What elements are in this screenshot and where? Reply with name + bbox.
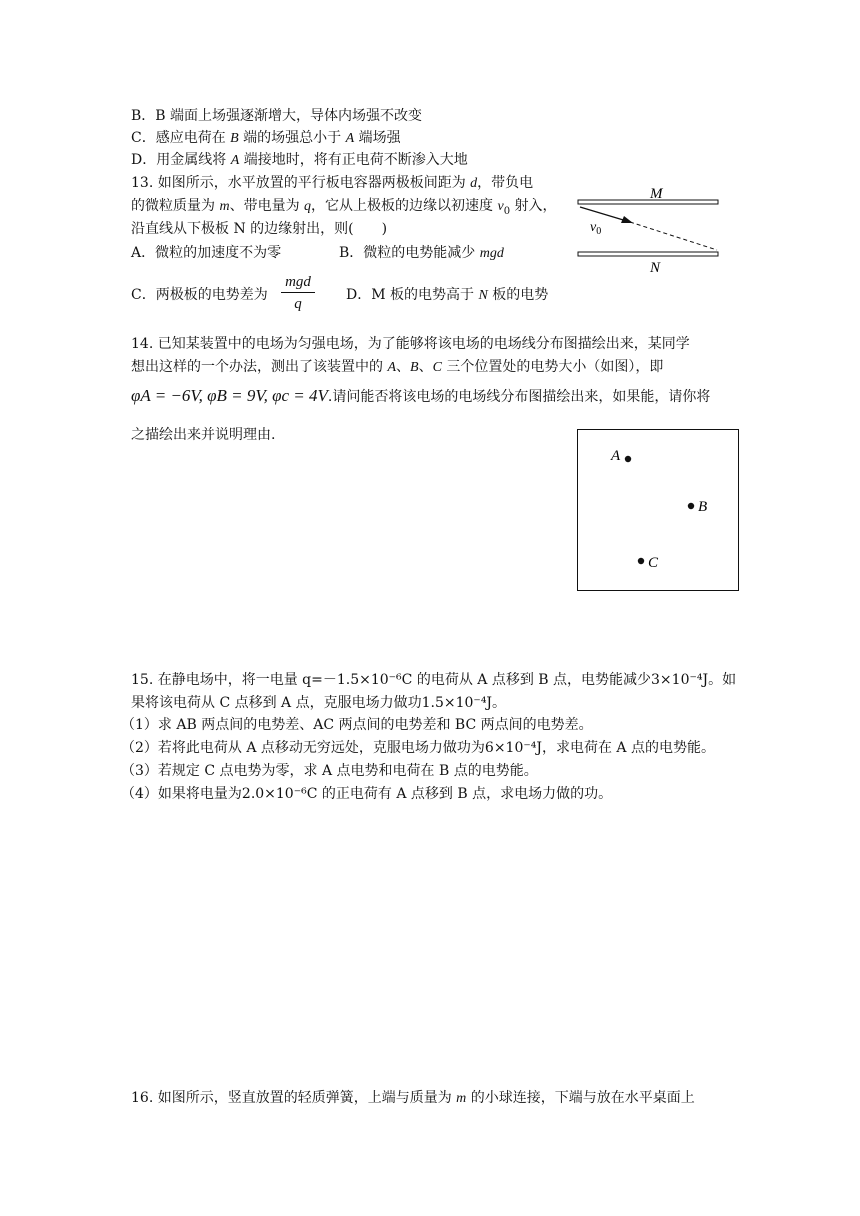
q15-sub-2: （2）若将此电荷从 A 点移动无穷远处，克服电场力做功为6×10⁻⁴J，求电荷在 A 点的电势能。 xyxy=(121,740,715,756)
q13-stem-line3: 沿直线从下极板 N 的边缘射出，则( ) xyxy=(131,221,388,237)
q13-stem-line2: 的微粒质量为 m、带电量为 q，它从上极板的边缘以初速度 $v_0$ 射入， xyxy=(131,198,557,217)
capacitor-figure xyxy=(570,180,730,280)
fraction-numerator: mgd xyxy=(281,272,315,293)
q13-stem-line1: 13. 如图所示，水平放置的平行板电容器两极板间距为 d，带负电 xyxy=(131,175,534,191)
q15-sub-3: （3）若规定 C 点电势为零，求 A 点电势和电荷在 B 点的电势能。 xyxy=(121,763,538,779)
q14-stem-line4: 之描绘出来并说明理由. xyxy=(131,427,276,443)
q14-stem-line2: 想出这样的一个办法，测出了该装置中的 A、B、C 三个位置处的电势大小（如图），即 xyxy=(131,359,664,375)
plate-m xyxy=(578,200,718,204)
q13-option-a: A．微粒的加速度不为零 xyxy=(131,245,282,261)
q12-option-c: C．感应电荷在 B 端的场强总小于 A 端场强 xyxy=(131,130,401,146)
trajectory-dashed xyxy=(630,222,717,250)
plate-n xyxy=(578,252,718,256)
label-b: B xyxy=(698,499,708,515)
q15-sub-1: （1）求 AB 两点间的电势差、AC 两点间的电势差和 BC 两点间的电势差。 xyxy=(121,717,593,733)
q12-option-b: B．B 端面上场强逐渐增大，导体内场强不改变 xyxy=(131,108,423,124)
label-m: M xyxy=(650,186,663,202)
q13-option-d: D．M 板的电势高于 N 板的电势 xyxy=(346,287,549,303)
fraction-denominator: q xyxy=(294,296,302,312)
q13-option-b: B．微粒的电势能减少 mgd xyxy=(339,245,504,261)
q13-option-c: C．两极板的电势差为 xyxy=(131,287,268,303)
label-c: C xyxy=(648,555,659,571)
q12-option-d: D．用金属线将 A 端接地时，将有正电荷不断渗入大地 xyxy=(131,152,468,168)
point-a xyxy=(625,456,631,462)
q14-stem-line3: φA = −6V, φB = 9V, φc = 4V.请问能否将该电场的电场线分布图描绘出来，如果能，请你将 xyxy=(131,386,711,405)
label-v0: $v_0$ xyxy=(590,220,602,237)
q15-sub-4: （4）如果将电量为2.0×10⁻⁶C 的正电荷有 A 点移到 B 点，求电场力做的功。 xyxy=(121,786,613,802)
points-figure xyxy=(577,429,740,592)
q14-stem-line1: 14. 已知某装置中的电场为匀强电场，为了能够将该电场的电场线分布图描绘出来，某同学 xyxy=(131,336,690,352)
label-n: N xyxy=(650,260,661,276)
label-a: A xyxy=(611,448,621,464)
q15-stem-line1: 15. 在静电场中，将一电量 q=－1.5×10⁻⁶C 的电荷从 A 点移到 B 点，电势能减少3×10⁻⁴J。如 xyxy=(131,672,737,688)
point-c xyxy=(638,558,644,564)
q15-stem-line2: 果将该电荷从 C 点移到 A 点，克服电场力做功1.5×10⁻⁴J。 xyxy=(131,695,507,711)
potential-formula: φA = −6V, φB = 9V, φc = 4V xyxy=(131,386,328,405)
q13-option-c-fraction xyxy=(281,272,315,315)
point-b xyxy=(688,503,694,509)
q16-stem-line1: 16. 如图所示，竖直放置的轻质弹簧，上端与质量为 m 的小球连接，下端与放在水平桌面上 xyxy=(131,1090,695,1106)
